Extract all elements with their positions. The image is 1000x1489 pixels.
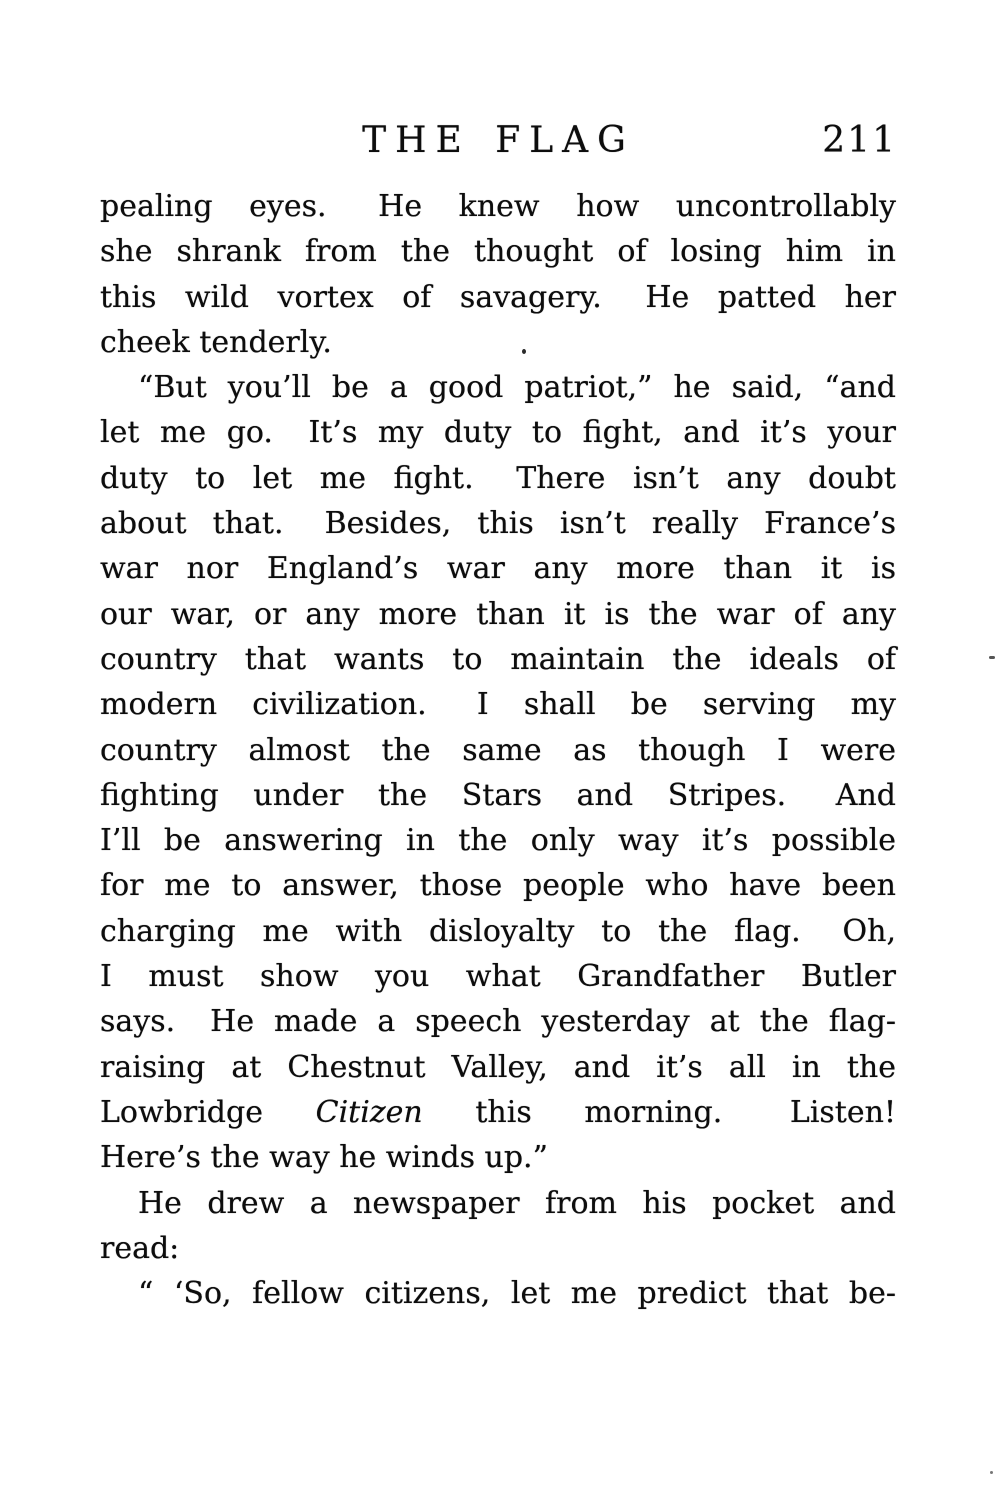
text-segment: for me to answer, those people who have been (100, 868, 896, 904)
text-line (100, 365, 896, 410)
text-segment: this wild vortex of savagery. He patted her (100, 279, 896, 315)
page-number: 211 (822, 120, 897, 161)
text-line (100, 773, 896, 818)
text-segment: “But you’ll be a good patriot,” he said, “and (138, 370, 896, 406)
text-line (100, 909, 896, 954)
text-line (100, 863, 896, 908)
text-line (100, 1226, 896, 1271)
text-segment: country that wants to maintain the ideals of (100, 641, 896, 677)
text-segment: Lowbridge (100, 1094, 316, 1130)
text-line (100, 410, 896, 455)
text-segment: war nor England’s war any more than it is (100, 551, 896, 587)
text-segment: “ ‘So, fellow citizens, let me predict that be- (138, 1276, 896, 1312)
text-line (100, 592, 896, 637)
text-segment: Here’s the way he winds up.” (100, 1140, 548, 1176)
text-line (100, 546, 896, 591)
text-line (100, 1181, 896, 1226)
text-segment: charging me with disloyalty to the flag. Oh, (100, 913, 896, 949)
scan-artifact-dot (989, 656, 995, 659)
text-line (100, 682, 896, 727)
text-segment: I must show you what Grandfather Butler (100, 959, 896, 995)
text-line (100, 728, 896, 773)
text-segment: read: (100, 1230, 180, 1266)
text-line (100, 456, 896, 501)
scan-artifact-dot (522, 349, 526, 354)
text-line (100, 818, 896, 863)
text-segment: our war, or any more than it is the war of any (100, 596, 896, 632)
text-segment: let me go. It’s my duty to fight, and it’s your (100, 415, 896, 451)
text-line (100, 1045, 896, 1090)
text-segment: fighting under the Stars and Stripes. And (100, 777, 896, 813)
text-segment: cheek tenderly. (100, 324, 332, 360)
text-line (100, 184, 896, 229)
page-header (100, 122, 897, 166)
text-segment: says. He made a speech yesterday at the flag- (100, 1004, 896, 1040)
text-line (100, 1090, 896, 1135)
text-line (100, 320, 896, 365)
text-segment: country almost the same as though I were (100, 732, 896, 768)
text-segment: about that. Besides, this isn’t really France’s (100, 506, 896, 542)
text-line (100, 999, 896, 1044)
text-segment: raising at Chestnut Valley, and it’s all in the (100, 1049, 896, 1085)
text-segment: she shrank from the thought of losing him in (100, 234, 896, 270)
body-text (100, 184, 896, 1316)
text-segment: pealing eyes. He knew how uncontrollably (100, 189, 896, 224)
text-line (100, 637, 896, 682)
text-line (100, 229, 896, 274)
text-segment: He drew a newspaper from his pocket and (138, 1185, 896, 1221)
scan-artifact-dot (990, 1471, 993, 1474)
text-line (100, 1135, 896, 1180)
italic-text: Citizen (315, 1094, 423, 1130)
running-title: THE FLAG (362, 120, 635, 161)
text-segment: duty to let me fight. There isn’t any doubt (100, 460, 896, 496)
text-segment: modern civilization. I shall be serving my (100, 687, 896, 723)
text-line (100, 275, 896, 320)
text-line (100, 501, 896, 546)
text-segment: this morning. Listen! (422, 1094, 896, 1130)
text-line (100, 1271, 896, 1316)
text-segment: I’ll be answering in the only way it’s possible (100, 823, 896, 859)
text-line (100, 954, 896, 999)
